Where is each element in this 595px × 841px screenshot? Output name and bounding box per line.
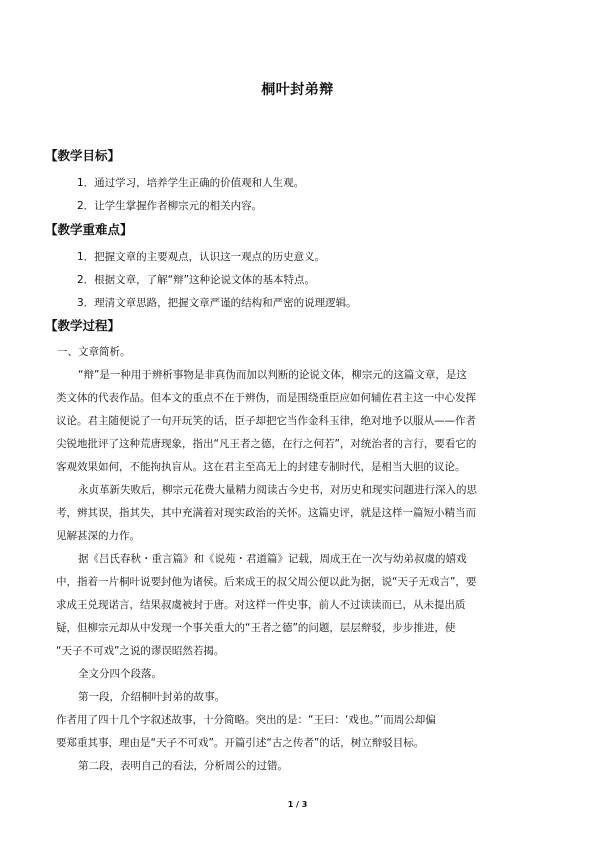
paragraph-line: 尖锐地批评了这种荒唐现象，指出“凡王者之德，在行之何若”，对统治者的言行，要看它的 <box>56 438 477 450</box>
paragraph-line: “天子不可戏”之说的谬误昭然若揭。 <box>56 645 225 657</box>
paragraph-line: 全文分四个段落。 <box>78 668 162 680</box>
paragraph-line: “辩”是一种用于辨析事物是非真伪而加以判断的论说文体，柳宗元的这篇文章，是这 <box>78 369 467 381</box>
page-number: 1 / 3 <box>287 800 308 809</box>
process-subheading: 一、文章简析。 <box>57 346 131 358</box>
paragraph-line: 中，指着一片桐叶说要封他为诸侯。后来成王的叔父周公便以此为据，说“天子无戏言”，要 <box>56 576 477 588</box>
paragraph-line: 见解甚深的力作。 <box>56 530 140 542</box>
paragraph-line: 类文体的代表作品。但本文的重点不在于辨伪，而是围绕重臣应如何辅佐君主这一中心发挥 <box>56 392 476 404</box>
paragraph-line: 第一段，介绍桐叶封弟的故事。 <box>78 691 225 703</box>
paragraph-line: 求成王兑现诺言，结果叔虞被封于唐。对这样一件史事，前人不过读读而已，从未提出质 <box>56 599 466 611</box>
keypoint-item-3: 3．理清文章思路，把握文章严谨的结构和严密的说理逻辑。 <box>77 297 357 309</box>
section-heading-goals: 【教学目标】 <box>45 148 121 163</box>
section-heading-keypoints: 【教学重难点】 <box>45 222 133 237</box>
section-heading-process: 【教学过程】 <box>45 318 121 333</box>
document-title: 桐叶封弟辩 <box>261 82 334 98</box>
goal-item-1: 1．通过学习，培养学生正确的价值观和人生观。 <box>77 177 305 189</box>
keypoint-item-1: 1．把握文章的主要观点，认识这一观点的历史意义。 <box>77 251 326 263</box>
paragraph-line: 作者用了四十几个字叙述故事，十分简略。突出的是：“王曰：‘戏也。”’而周公却偏 <box>56 714 436 726</box>
paragraph-line: 要郑重其事，理由是“天子不可戏”。开篇引述“古之传者”的话，树立辩驳目标。 <box>56 737 425 749</box>
paragraph-line: 永贞革新失败后，柳宗元花费大量精力阅读古今史书，对历史和现实问题进行深入的思 <box>78 484 477 496</box>
paragraph-line: 议论。君主随便说了一句开玩笑的话，臣子却把它当作金科玉律，绝对地予以服从——作者 <box>56 415 476 427</box>
paragraph-line: 客观效果如何，不能拘执盲从。这在君主至高无上的封建专制时代，是相当大胆的议论。 <box>56 461 466 473</box>
paragraph-line: 疑，但柳宗元却从中发现一个事关重大的“王者之德”的问题，层层辩驳，步步推进，使 <box>56 622 456 634</box>
paragraph-line: 据《吕氏春秋・重言篇》和《说苑・君道篇》记载，周成王在一次与幼弟叔虞的嬉戏 <box>78 553 467 565</box>
paragraph-line: 考，辨其误，指其失，其中充满着对现实政治的关怀。这篇史评，就是这样一篇短小精当而 <box>56 507 476 519</box>
paragraph-line: 第二段，表明自己的看法，分析周公的过错。 <box>78 760 288 772</box>
goal-item-2: 2．让学生掌握作者柳宗元的相关内容。 <box>77 200 263 212</box>
keypoint-item-2: 2．根据文章，了解“辩”这种论说文体的基本特点。 <box>77 274 316 286</box>
